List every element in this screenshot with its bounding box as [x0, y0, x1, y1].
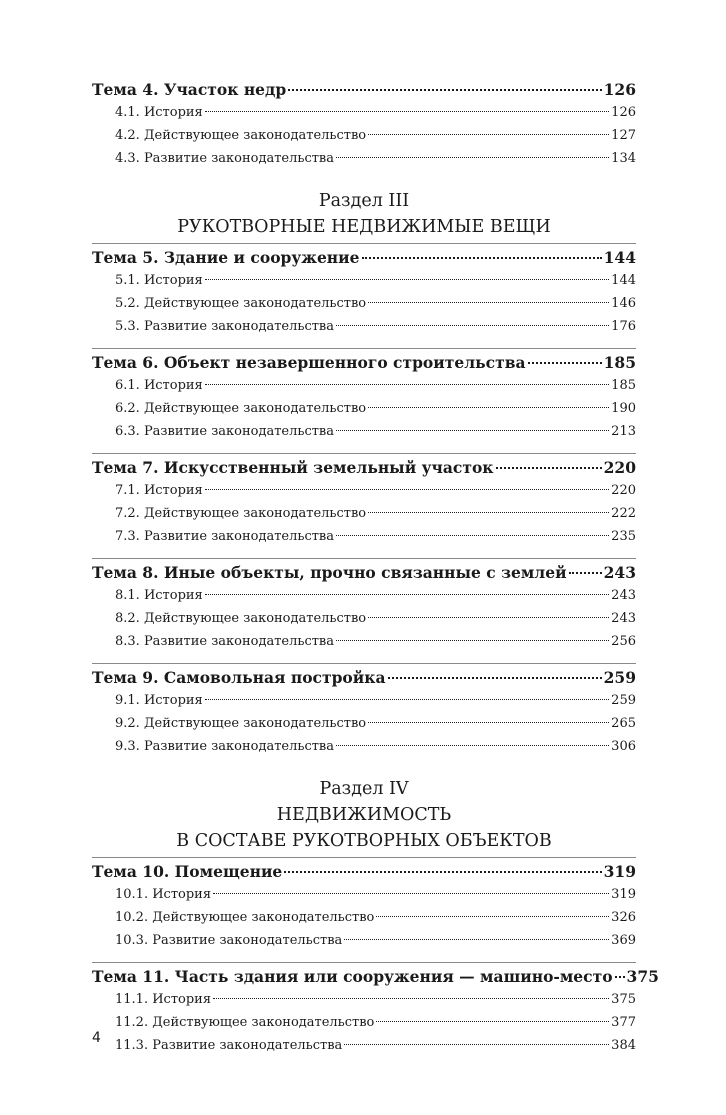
toc-subsection-title: 7.1. История	[115, 483, 203, 498]
toc-subsection-title: 5.1. История	[115, 273, 203, 288]
toc-theme-page: 319	[603, 862, 636, 881]
toc-subsection-page: 377	[611, 1015, 636, 1030]
toc-subsection-title: 5.2. Действующее законодательство	[115, 296, 367, 311]
dot-leader	[336, 535, 609, 536]
dot-leader	[528, 362, 602, 364]
themes-before-section-3	[92, 78, 636, 170]
toc-subsection-page: 265	[611, 716, 636, 731]
dot-leader	[205, 699, 609, 700]
section-3-title	[92, 214, 636, 240]
dot-leader	[205, 111, 609, 112]
toc-subsection-entry	[92, 630, 636, 653]
toc-subsection-title: 10.3. Развитие законодательства	[115, 933, 343, 948]
dot-leader	[569, 572, 602, 574]
toc-subsection-title: 6.1. История	[115, 378, 203, 393]
toc-theme-page: 259	[603, 668, 636, 687]
dot-leader	[205, 384, 609, 385]
dot-leader	[205, 594, 609, 595]
section-4-heading: Раздел IV	[319, 779, 409, 799]
section-4-themes	[92, 857, 659, 1057]
toc-subsection-title: 6.2. Действующее законодательство	[115, 401, 367, 416]
section-3-themes	[92, 243, 636, 758]
toc-subsection-page: 243	[611, 611, 636, 626]
dot-leader	[368, 302, 609, 303]
toc-subsection-entry	[92, 397, 636, 420]
toc-subsection-title: 9.1. История	[115, 693, 203, 708]
toc-theme-entry	[92, 246, 636, 269]
toc-subsection-page: 146	[611, 296, 636, 311]
toc-subsection-title: 4.1. История	[115, 105, 203, 120]
dot-leader	[344, 939, 609, 940]
toc-theme-title: Тема 4. Участок недр	[92, 80, 287, 99]
toc-theme-title: Тема 5. Здание и сооружение	[92, 248, 360, 267]
dot-leader	[213, 893, 609, 894]
dot-leader	[376, 1021, 609, 1022]
toc-subsection-page: 144	[611, 273, 636, 288]
toc-subsection-entry	[92, 929, 636, 952]
dot-leader	[368, 407, 609, 408]
dot-leader	[288, 89, 601, 91]
toc-subsection-title: 9.2. Действующее законодательство	[115, 716, 367, 731]
toc-subsection-title: 7.3. Развитие законодательства	[115, 529, 334, 544]
toc-subsection-page: 256	[611, 634, 636, 649]
toc-theme-title: Тема 9. Самовольная постройка	[92, 668, 386, 687]
toc-subsection-page: 220	[611, 483, 636, 498]
toc-subsection-page: 369	[611, 933, 636, 948]
table-of-contents	[92, 78, 659, 1057]
toc-subsection-entry	[92, 124, 636, 147]
toc-theme-entry	[92, 78, 636, 101]
toc-subsection-page: 213	[611, 424, 636, 439]
divider-line	[92, 663, 636, 664]
toc-subsection-entry	[92, 420, 636, 443]
toc-subsection-page: 319	[611, 887, 636, 902]
divider-line	[92, 243, 636, 244]
toc-subsection-entry	[92, 374, 636, 397]
section-title-line: НЕДВИЖИМОСТЬ	[276, 805, 452, 825]
dot-leader	[336, 157, 609, 158]
toc-subsection-title: 10.1. История	[115, 887, 212, 902]
toc-theme-entry	[92, 561, 636, 584]
toc-subsection-title: 11.3. Развитие законодательства	[115, 1038, 343, 1053]
toc-subsection-page: 127	[611, 128, 636, 143]
toc-subsection-title: 4.2. Действующее законодательство	[115, 128, 367, 143]
toc-theme-entry	[92, 860, 636, 883]
toc-subsection-title: 11.2. Действующее законодательство	[115, 1015, 375, 1030]
toc-subsection-entry	[92, 1034, 636, 1057]
section-title-line: В СОСТАВЕ РУКОТВОРНЫХ ОБЪЕКТОВ	[176, 831, 552, 851]
toc-subsection-page: 134	[611, 151, 636, 166]
divider-line	[92, 453, 636, 454]
toc-theme-entry	[92, 456, 636, 479]
toc-subsection-entry	[92, 479, 636, 502]
toc-subsection-title: 10.2. Действующее законодательство	[115, 910, 375, 925]
dot-leader	[205, 489, 609, 490]
toc-theme-page: 220	[603, 458, 636, 477]
toc-subsection-title: 8.3. Развитие законодательства	[115, 634, 334, 649]
toc-theme-entry	[92, 965, 659, 988]
section-title-line: РУКОТВОРНЫЕ НЕДВИЖИМЫЕ ВЕЩИ	[177, 217, 551, 237]
toc-subsection-entry	[92, 735, 636, 758]
toc-subsection-entry	[92, 607, 636, 630]
toc-subsection-title: 9.3. Развитие законодательства	[115, 739, 334, 754]
dot-leader	[376, 916, 609, 917]
toc-subsection-page: 190	[611, 401, 636, 416]
toc-theme-page: 126	[603, 80, 636, 99]
toc-subsection-entry	[92, 502, 636, 525]
divider-line	[92, 962, 636, 963]
toc-theme-page: 243	[603, 563, 636, 582]
dot-leader	[336, 640, 609, 641]
toc-subsection-title: 8.1. История	[115, 588, 203, 603]
toc-theme-page: 185	[603, 353, 636, 372]
toc-subsection-entry	[92, 292, 636, 315]
dot-leader	[336, 430, 609, 431]
toc-subsection-page: 235	[611, 529, 636, 544]
divider-line	[92, 558, 636, 559]
toc-subsection-entry	[92, 1011, 636, 1034]
dot-leader	[615, 976, 625, 978]
dot-leader	[284, 871, 601, 873]
dot-leader	[213, 998, 609, 999]
divider-line	[92, 857, 636, 858]
toc-subsection-entry	[92, 883, 636, 906]
dot-leader	[344, 1044, 609, 1045]
toc-theme-title: Тема 10. Помещение	[92, 862, 283, 881]
toc-subsection-page: 306	[611, 739, 636, 754]
toc-subsection-entry	[92, 525, 636, 548]
dot-leader	[368, 617, 609, 618]
toc-theme-page: 144	[603, 248, 636, 267]
dot-leader	[368, 722, 609, 723]
toc-subsection-title: 11.1. История	[115, 992, 212, 1007]
dot-leader	[368, 134, 609, 135]
toc-theme-title: Тема 11. Часть здания или сооружения — машино-место	[92, 967, 613, 986]
dot-leader	[336, 745, 609, 746]
dot-leader	[388, 677, 602, 679]
toc-theme-title: Тема 8. Иные объекты, прочно связанные с землей	[92, 563, 567, 582]
dot-leader	[336, 325, 609, 326]
toc-subsection-title: 5.3. Развитие законодательства	[115, 319, 334, 334]
dot-leader	[205, 279, 609, 280]
toc-subsection-entry	[92, 689, 636, 712]
section-4-title	[92, 802, 636, 854]
toc-subsection-entry	[92, 988, 636, 1011]
dot-leader	[368, 512, 609, 513]
toc-subsection-page: 176	[611, 319, 636, 334]
toc-subsection-entry	[92, 712, 636, 735]
toc-subsection-entry	[92, 584, 636, 607]
toc-subsection-page: 243	[611, 588, 636, 603]
toc-subsection-page: 375	[611, 992, 636, 1007]
toc-theme-title: Тема 6. Объект незавершенного строительства	[92, 353, 526, 372]
toc-subsection-entry	[92, 147, 636, 170]
toc-subsection-title: 8.2. Действующее законодательство	[115, 611, 367, 626]
toc-subsection-title: 4.3. Развитие законодательства	[115, 151, 334, 166]
toc-subsection-title: 6.3. Развитие законодательства	[115, 424, 334, 439]
toc-theme-page: 375	[626, 967, 659, 986]
divider-line	[92, 348, 636, 349]
toc-theme-entry	[92, 666, 636, 689]
toc-theme-title: Тема 7. Искусственный земельный участок	[92, 458, 494, 477]
toc-subsection-entry	[92, 315, 636, 338]
dot-leader	[362, 257, 602, 259]
toc-subsection-title: 7.2. Действующее законодательство	[115, 506, 367, 521]
dot-leader	[496, 467, 602, 469]
toc-subsection-page: 222	[611, 506, 636, 521]
page-number: 4	[92, 1030, 101, 1046]
toc-subsection-page: 384	[611, 1038, 636, 1053]
toc-theme-entry	[92, 351, 636, 374]
toc-subsection-page: 185	[611, 378, 636, 393]
toc-subsection-entry	[92, 101, 636, 124]
toc-subsection-page: 126	[611, 105, 636, 120]
toc-subsection-page: 259	[611, 693, 636, 708]
toc-subsection-entry	[92, 906, 636, 929]
toc-subsection-page: 326	[611, 910, 636, 925]
toc-subsection-entry	[92, 269, 636, 292]
section-3-heading: Раздел III	[318, 191, 410, 211]
